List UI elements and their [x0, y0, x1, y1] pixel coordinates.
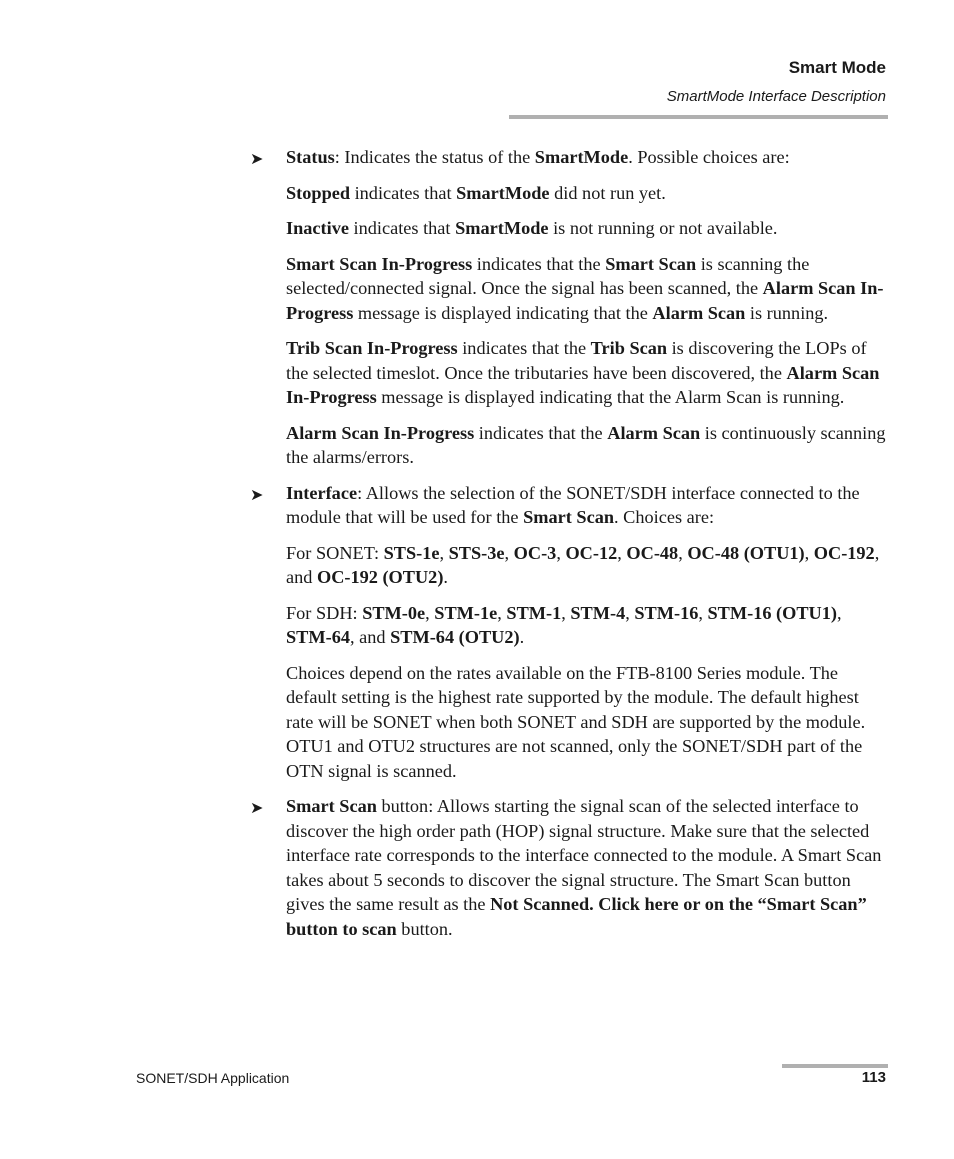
sep: ,: [439, 542, 449, 563]
text: is continuously scanning the alarms/errors.: [286, 422, 886, 467]
text: indicates that the: [472, 253, 606, 274]
sep: ,: [678, 542, 688, 563]
text: For SDH:: [286, 602, 363, 623]
term: Status: [286, 147, 335, 167]
term: Inactive: [286, 218, 349, 238]
para-alarm-scan-in-progress: [286, 421, 886, 470]
term: Alarm Scan: [607, 422, 701, 443]
text: indicates that the: [474, 422, 608, 443]
text: For SONET:: [286, 542, 384, 563]
para-sdh-rates: [286, 601, 886, 650]
header-subtitle: SmartMode Interface Description: [666, 88, 886, 105]
term: Trib Scan In-Progress: [286, 338, 458, 358]
text: is running.: [745, 302, 829, 323]
sep: ,: [837, 602, 842, 623]
header-title: Smart Mode: [788, 58, 886, 77]
text: button: Allows starting the signal scan of the selected interface to discover the high order path (HOP) signal structure. Make sure that the selected interface rate corresponds to the interface connected to the module. A Smart Scan takes about 5 seconds to discover the signal structure. The Smart Scan button gives the same result as the: [286, 796, 882, 914]
text: : Allows the selection of the SONET/SDH interface connected to the module that will be used for the: [286, 482, 860, 527]
term: Smart Scan In-Progress: [286, 253, 473, 274]
text: . Possible choices are:: [628, 147, 790, 167]
bullet-arrow-icon: ➤: [250, 798, 264, 817]
bullet-smart-scan: [250, 794, 886, 941]
rate: STM-64: [286, 627, 350, 647]
sep: ,: [425, 602, 435, 623]
sep: .: [519, 627, 525, 647]
term: Alarm Scan In-Progress: [286, 422, 475, 443]
rate: OC-48: [626, 542, 679, 563]
para-smart-scan-in-progress: [286, 252, 886, 326]
page-number: 113: [861, 1069, 886, 1086]
text: is scanning the selected/connected signal. Once the signal has been scanned, the: [286, 253, 810, 298]
rate: OC-3: [513, 542, 557, 563]
sep: .: [443, 567, 448, 587]
term: Interface: [286, 482, 358, 503]
para-trib-scan-in-progress: [286, 336, 886, 410]
rate: OC-12: [565, 542, 618, 563]
sep: ,: [698, 602, 708, 623]
sep: ,: [561, 602, 571, 623]
rate: STS-1e: [383, 542, 440, 563]
sep: ,: [804, 542, 814, 563]
bullet-arrow-icon: ➤: [250, 484, 264, 504]
term: Alarm Scan: [652, 302, 746, 323]
text: message is displayed indicating that the: [353, 302, 653, 323]
rate: STM-16 (OTU1): [707, 602, 837, 623]
text: did not run yet.: [549, 182, 666, 203]
rate: STM-64 (OTU2): [390, 627, 520, 647]
sep: , and: [286, 542, 880, 587]
text: . Choices are:: [614, 507, 715, 527]
term: SmartMode: [456, 182, 550, 203]
bullet-status: [250, 145, 886, 170]
rate: STS-3e: [448, 542, 505, 563]
footer-section: SONET/SDH Application: [136, 1070, 290, 1086]
term: Smart Scan: [286, 796, 377, 816]
para-sonet-rates: [286, 541, 886, 590]
sep: ,: [504, 542, 514, 563]
text: indicates that: [348, 218, 456, 238]
sep: ,: [617, 542, 627, 563]
bullet-arrow-icon: ➤: [250, 149, 264, 168]
rate: STM-1e: [434, 602, 498, 623]
sep: , and: [349, 627, 391, 647]
rate: OC-48 (OTU1): [687, 542, 805, 563]
text: is discovering the LOPs of the selected timeslot. Once the tributaries have been discovered, the: [286, 338, 867, 383]
para-stopped: [286, 181, 886, 206]
para-choices: Choices depend on the rates available on the FTB-8100 Series module. The default setting is the highest rate supported by the module. The default highest rate will be SONET when both SONET and SDH are supported by the module. OTU1 and OTU2 structures are not scanned, only the SONET/SDH part of the OTN signal is scanned.: [286, 662, 866, 781]
sep: ,: [625, 602, 635, 623]
page-content: [250, 145, 886, 952]
footer-rule: [782, 1064, 888, 1068]
term: Smart Scan: [523, 507, 615, 527]
rate: OC-192: [813, 542, 875, 563]
term: Not Scanned. Click here or on the “Smart Scan” button to scan: [286, 894, 867, 939]
rate: STM-16: [634, 602, 699, 623]
text: is not running or not available.: [548, 218, 778, 238]
header-rule: [509, 115, 888, 119]
text: indicates that: [350, 182, 457, 203]
text: : Indicates the status of the: [334, 147, 535, 167]
term: Alarm Scan In-Progress: [286, 278, 884, 323]
text: indicates that the: [457, 338, 591, 358]
term: Stopped: [286, 182, 351, 203]
rate: STM-0e: [362, 602, 426, 623]
text: button.: [396, 918, 453, 939]
term: Trib Scan: [590, 338, 668, 358]
rate: STM-4: [570, 602, 626, 623]
term: SmartMode: [455, 218, 549, 238]
term: SmartMode: [534, 147, 629, 167]
term: Alarm Scan In-Progress: [286, 362, 880, 407]
sep: ,: [497, 602, 507, 623]
para-inactive: [286, 216, 886, 241]
rate: OC-192 (OTU2): [316, 567, 444, 587]
bullet-interface: [250, 481, 886, 530]
rate: STM-1: [506, 602, 562, 623]
term: Smart Scan: [605, 253, 697, 274]
sep: ,: [556, 542, 566, 563]
text: message is displayed indicating that the Alarm Scan is running.: [376, 387, 845, 407]
